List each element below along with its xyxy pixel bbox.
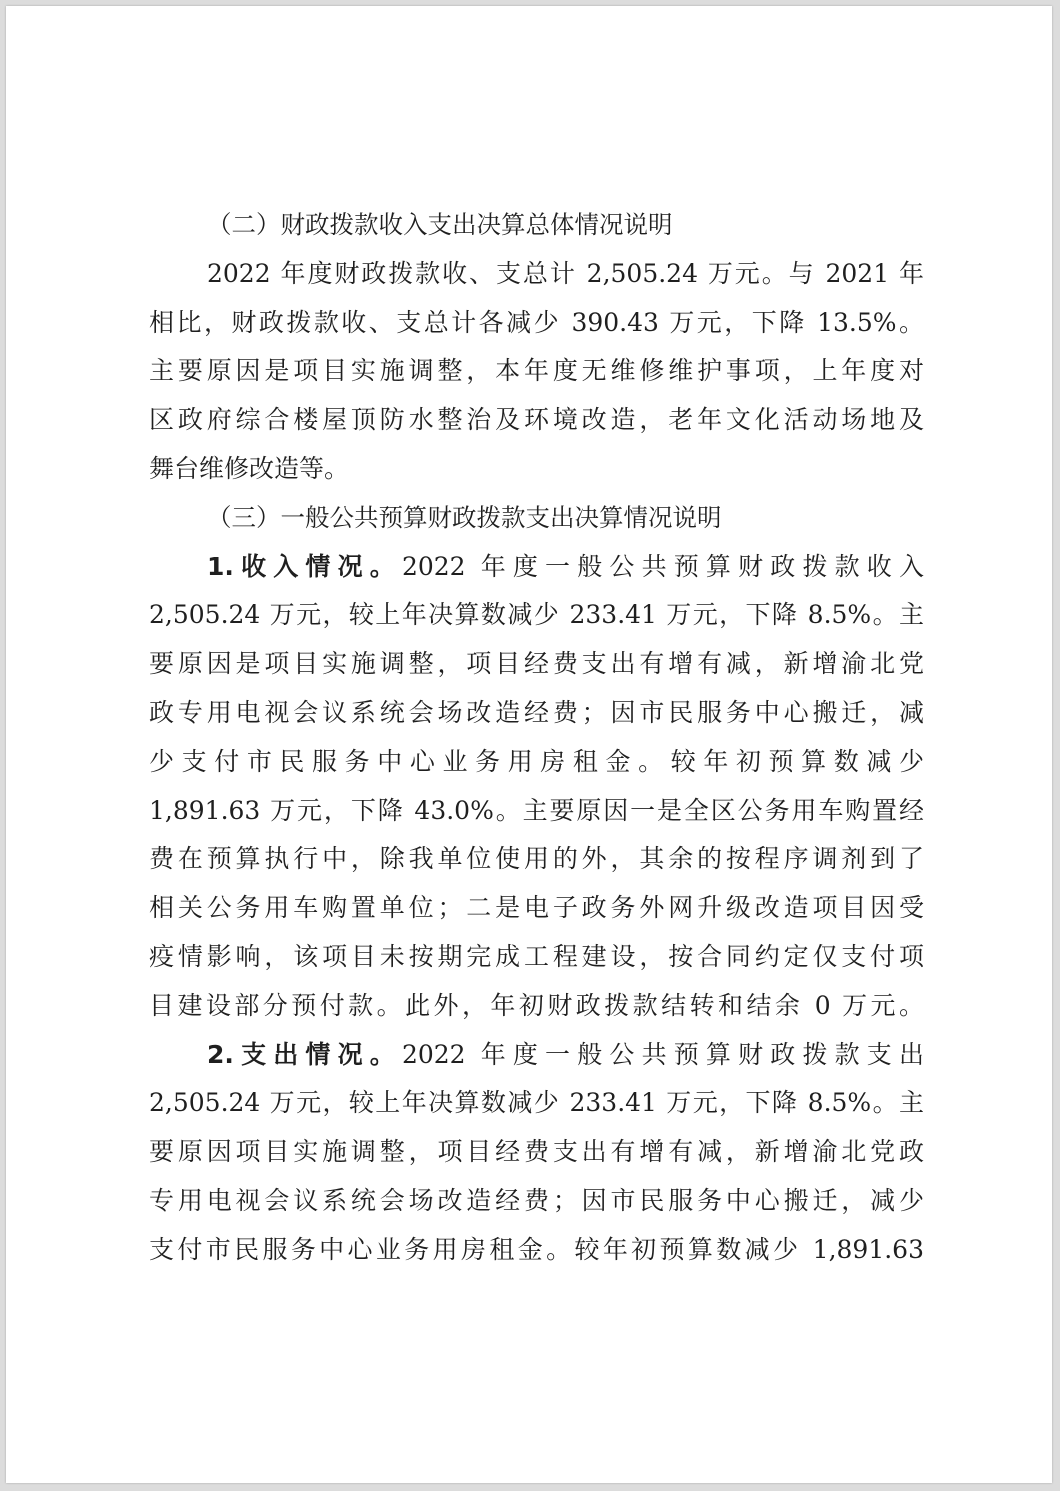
paragraph-line: 支付市民服务中心业务用房租金。较年初预算数减少 1,891.63 xyxy=(149,1234,924,1264)
paragraph-line: 2022 年度财政拨款收、支总计 2,505.24 万元。与 2021 年 xyxy=(207,258,924,288)
paragraph-line: 少支付市民服务中心业务用房租金。较年初预算数减少 xyxy=(149,746,924,776)
subsection-title: 1.收入情况。 xyxy=(207,551,402,581)
paragraph-line: 疫情影响，该项目未按期完成工程建设，按合同约定仅支付项 xyxy=(149,941,924,971)
document-page xyxy=(6,6,1052,1483)
paragraph-line: 2,505.24 万元，较上年决算数减少 233.41 万元，下降 8.5%。主 xyxy=(149,1088,924,1118)
paragraph-line: 政专用电视会议系统会场改造经费；因市民服务中心搬迁，减 xyxy=(149,697,924,727)
paragraph-line: 要原因是项目实施调整，项目经费支出有增有减，新增渝北党 xyxy=(149,649,924,679)
paragraph-line: 费在预算执行中，除我单位使用的外，其余的按程序调剂到了 xyxy=(149,844,924,874)
paragraph-line: 2,505.24 万元，较上年决算数减少 233.41 万元，下降 8.5%。主 xyxy=(149,600,924,630)
section-heading: （二）财政拨款收入支出决算总体情况说明 xyxy=(207,210,673,239)
paragraph-line: 专用电视会议系统会场改造经费；因市民服务中心搬迁，减少 xyxy=(149,1185,924,1215)
paragraph-line: 主要原因是项目实施调整，本年度无维修维护事项，上年度对 xyxy=(149,356,924,386)
document-body xyxy=(149,201,924,1275)
paragraph-line xyxy=(149,1031,924,1080)
paragraph-text: 2022 年度一般公共预算财政拨款收入 xyxy=(401,551,924,581)
paragraph-line: 相比，财政拨款收、支总计各减少 390.43 万元，下降 13.5%。 xyxy=(149,307,924,337)
paragraph-line xyxy=(149,543,924,592)
paragraph-line: 1,891.63 万元，下降 43.0%。主要原因一是全区公务用车购置经 xyxy=(149,795,924,825)
paragraph-line: 区政府综合楼屋顶防水整治及环境改造，老年文化活动场地及 xyxy=(149,405,924,435)
paragraph-line: 相关公务用车购置单位；二是电子政务外网升级改造项目因受 xyxy=(149,893,924,923)
paragraph-line: 舞台维修改造等。 xyxy=(149,453,350,483)
paragraph-text: 2022 年度一般公共预算财政拨款支出 xyxy=(401,1039,924,1069)
paragraph-line: 要原因项目实施调整，项目经费支出有增有减，新增渝北党政 xyxy=(149,1137,924,1167)
subsection-title: 2.支出情况。 xyxy=(207,1039,402,1069)
paragraph-line: 目建设部分预付款。此外，年初财政拨款结转和结余 0 万元。 xyxy=(149,990,924,1020)
section-heading: （三）一般公共预算财政拨款支出决算情况说明 xyxy=(207,502,722,532)
